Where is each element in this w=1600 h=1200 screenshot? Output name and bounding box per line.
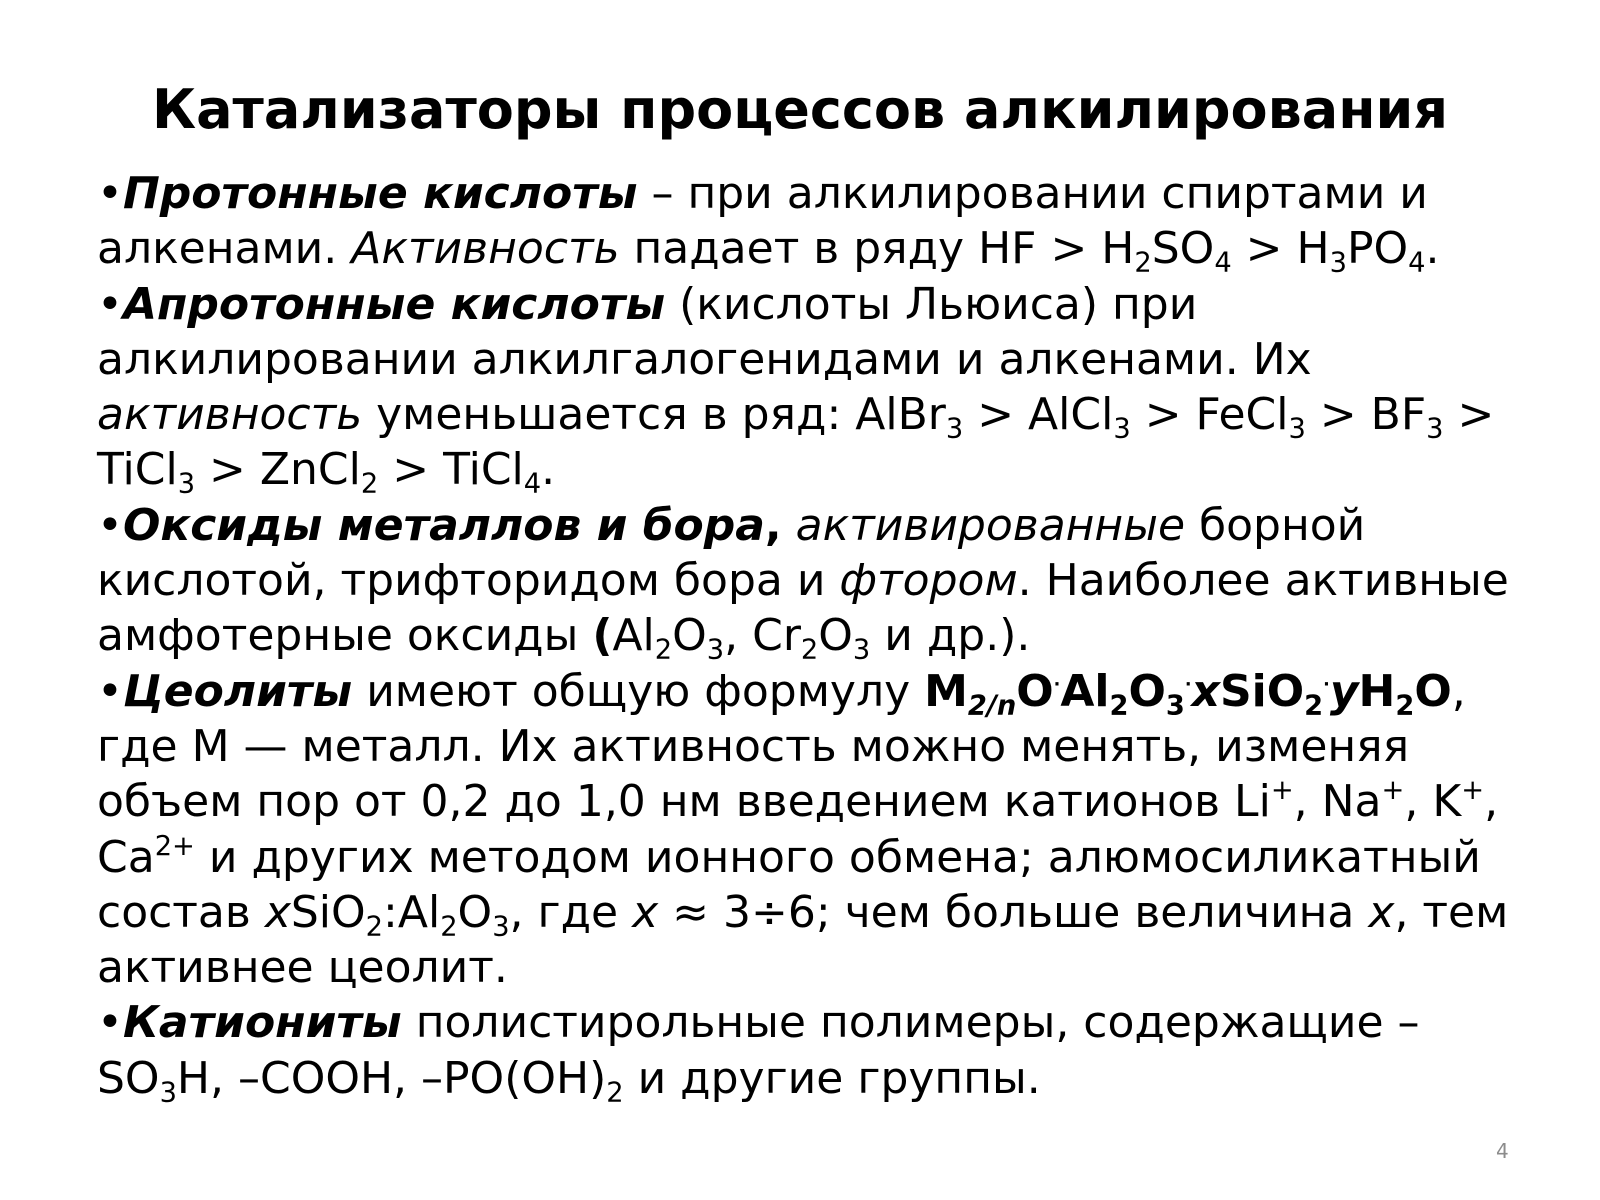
fluorine-word: фтором bbox=[839, 555, 1018, 607]
text: ≈ 3÷6; чем больше величина bbox=[658, 886, 1369, 938]
text: x bbox=[632, 886, 659, 938]
subscript: 4 bbox=[523, 469, 542, 501]
text: O bbox=[457, 886, 493, 938]
paragraph-aprotic-acids bbox=[97, 277, 1517, 501]
middle-dot: · bbox=[1053, 674, 1061, 695]
paragraph-metal-oxides bbox=[97, 498, 1517, 667]
bullet: • bbox=[97, 278, 123, 330]
text: SO bbox=[1151, 223, 1215, 275]
text: борной кислотой, трифторидом бора и bbox=[97, 499, 1366, 607]
bullet: • bbox=[97, 499, 123, 551]
text: > ZnCl bbox=[195, 444, 361, 496]
text: полистирольные полимеры, содержащие –SO bbox=[97, 997, 1420, 1104]
term-aprotic-acids: Апротонные кислоты bbox=[122, 278, 666, 330]
text: H bbox=[1358, 665, 1396, 717]
subscript: 2 bbox=[1304, 690, 1324, 722]
activated-word: активированные bbox=[795, 499, 1186, 551]
bullet: • bbox=[97, 168, 123, 219]
subscript: 4 bbox=[1408, 248, 1426, 280]
text: :Al bbox=[383, 886, 441, 938]
text: > FeCl bbox=[1130, 389, 1289, 441]
subscript: 3 bbox=[1329, 248, 1347, 280]
text: имеют общую формулу bbox=[352, 665, 925, 717]
subscript: 2 bbox=[654, 635, 673, 667]
subscript: 2 bbox=[606, 1077, 624, 1109]
superscript: + bbox=[1270, 775, 1294, 807]
text: > BF bbox=[1305, 389, 1427, 441]
text: , Cr bbox=[724, 610, 801, 662]
text: , Ca bbox=[97, 776, 1499, 883]
text: O bbox=[1128, 665, 1166, 717]
subscript: 3 bbox=[1426, 413, 1444, 445]
zeolite-formula bbox=[924, 665, 1452, 722]
text: x bbox=[264, 886, 291, 938]
text: . Наиболее активные амфотерные оксиды bbox=[97, 555, 1509, 662]
term-cation-exchangers: Катиониты bbox=[122, 997, 402, 1049]
text: x bbox=[1191, 665, 1220, 717]
subscript: 2 bbox=[440, 911, 458, 943]
text: и др.). bbox=[870, 610, 1031, 662]
superscript: + bbox=[1461, 775, 1485, 807]
text: y bbox=[1329, 665, 1359, 717]
text: , Na bbox=[1293, 776, 1382, 828]
subscript: 3 bbox=[1288, 413, 1306, 445]
text: O bbox=[672, 610, 707, 662]
subscript: 3 bbox=[177, 469, 196, 501]
text: (кислоты Льюиса) при алкилировании алкилгалогенидами и алкенами. Их bbox=[97, 278, 1312, 385]
subscript: 2 bbox=[360, 469, 379, 501]
activity-word: Активность bbox=[351, 223, 620, 275]
text: и других методом ионного обмена; алюмосиликатный состав bbox=[97, 831, 1481, 938]
text: падает в ряду HF > H bbox=[619, 223, 1135, 275]
text: , тем активнее цеолит. bbox=[97, 886, 1509, 994]
term-metal-oxides: Оксиды металлов и бора bbox=[122, 499, 765, 551]
text: SiO bbox=[1219, 665, 1305, 717]
middle-dot: · bbox=[1323, 674, 1330, 695]
subscript: 2/n bbox=[967, 690, 1017, 722]
text: O bbox=[1016, 665, 1054, 717]
text: Al bbox=[1060, 665, 1110, 717]
page-number: 4 bbox=[1496, 1139, 1509, 1163]
text: PO bbox=[1346, 223, 1409, 275]
text: H, –COOH, –PO(OH) bbox=[176, 1052, 607, 1104]
subscript: 2 bbox=[1395, 690, 1415, 722]
text: , где bbox=[509, 886, 633, 938]
text: ( bbox=[592, 610, 613, 662]
subscript: 2 bbox=[1134, 248, 1152, 280]
subscript: 3 bbox=[945, 413, 964, 445]
subscript: 2 bbox=[800, 635, 819, 667]
term-protic-acids: Протонные кислоты bbox=[122, 168, 638, 219]
subscript: 3 bbox=[159, 1077, 177, 1109]
slide-content bbox=[97, 166, 1517, 1109]
activity-word: активность bbox=[97, 389, 363, 441]
subscript: 3 bbox=[1113, 413, 1131, 445]
paragraph-cation-exchangers bbox=[97, 995, 1517, 1109]
text: > TiCl bbox=[378, 444, 524, 496]
term-zeolites: Цеолиты bbox=[122, 665, 353, 717]
text: уменьшается в ряд: AlBr bbox=[362, 389, 946, 441]
text: O bbox=[818, 610, 853, 662]
subscript: 3 bbox=[492, 911, 510, 943]
text: , bbox=[764, 499, 782, 551]
subscript: 4 bbox=[1214, 248, 1232, 280]
text: x bbox=[1368, 886, 1395, 938]
text: Al bbox=[612, 610, 655, 662]
bullet: • bbox=[97, 665, 123, 717]
paragraph-protic-acids bbox=[97, 166, 1517, 280]
text: > H bbox=[1231, 223, 1330, 275]
text: O bbox=[1414, 665, 1452, 717]
text: . bbox=[1425, 223, 1440, 275]
subscript: 2 bbox=[365, 911, 384, 943]
text: и другие группы. bbox=[623, 1052, 1041, 1104]
text bbox=[782, 500, 796, 551]
text: – при алкилировании спиртами и алкенами. bbox=[97, 168, 1428, 275]
subscript: 3 bbox=[706, 635, 725, 667]
middle-dot: · bbox=[1184, 674, 1192, 695]
superscript: 2+ bbox=[154, 830, 195, 862]
superscript: + bbox=[1381, 775, 1405, 807]
text: M bbox=[924, 665, 968, 717]
text: > TiCl bbox=[97, 389, 1495, 496]
text: , K bbox=[1404, 776, 1462, 828]
subscript: 3 bbox=[1165, 690, 1185, 722]
text: , где М — металл. Их активность можно менять, изменяя объем пор от 0,2 до 1,0 нм введением катионов Li bbox=[97, 665, 1466, 828]
text: . bbox=[541, 444, 556, 496]
text: > AlCl bbox=[963, 389, 1114, 441]
paragraph-zeolites bbox=[97, 664, 1517, 996]
subscript: 3 bbox=[852, 635, 871, 667]
text: SiO bbox=[290, 886, 366, 938]
slide-title: Катализаторы процессов алкилирования bbox=[151, 78, 1449, 141]
bullet: • bbox=[97, 997, 123, 1049]
subscript: 2 bbox=[1109, 690, 1129, 722]
